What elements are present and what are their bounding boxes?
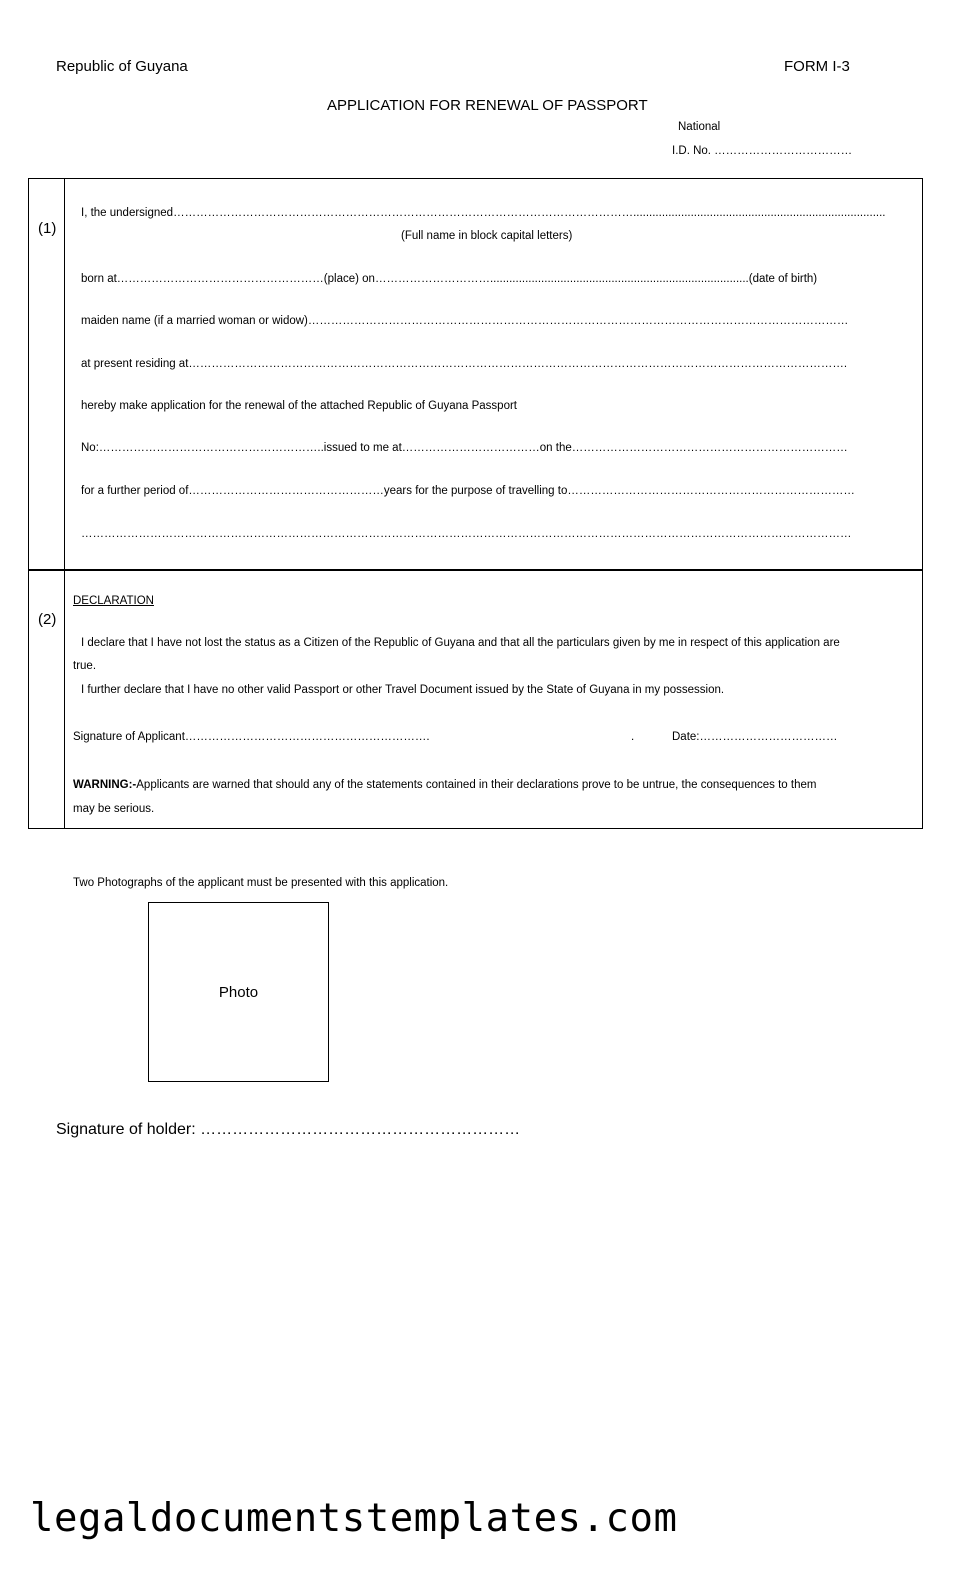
- section-1-number: (1): [38, 220, 57, 237]
- section-2-divider: [64, 570, 65, 828]
- maiden-name-field[interactable]: maiden name (if a married woman or widow)……………………………………………………………………………………………………………………………: [81, 315, 849, 327]
- section-1-divider: [64, 179, 65, 570]
- form-id: FORM I-3: [784, 58, 850, 75]
- period-field[interactable]: for a further period of……………………………………………years for the purpose of travelling to…………………………………………………………………: [81, 485, 855, 497]
- passport-no-field[interactable]: No:…………………………………………………..issued to me at………………………………on the………………………………………………………………: [81, 442, 848, 454]
- section-2-number: (2): [38, 611, 57, 628]
- warning-text: WARNING:-Applicants are warned that should any of the statements contained in their declarations prove to be untrue, the consequences to them: [73, 779, 817, 791]
- undersigned-field[interactable]: I, the undersigned…………………………………………………………………………………………………………...............................................................................: [81, 207, 886, 219]
- photo-box[interactable]: [148, 902, 329, 1082]
- date-field[interactable]: Date:………………………………: [672, 731, 838, 743]
- full-name-note: (Full name in block capital letters): [401, 230, 573, 242]
- born-field[interactable]: born at………………………………………………(place) on………………………….................................................................................(date of birth): [81, 273, 818, 285]
- country-name: Republic of Guyana: [56, 58, 188, 75]
- declaration-line-1-end: true.: [73, 660, 97, 672]
- applicant-signature-field[interactable]: Signature of Applicant……………………………………………………….: [73, 731, 430, 743]
- separator-dot: .: [631, 731, 635, 743]
- warning-text-end: may be serious.: [73, 803, 155, 815]
- national-label: National: [678, 121, 721, 133]
- holder-signature-field[interactable]: Signature of holder: ……………………………………………………: [56, 1121, 521, 1138]
- page-title: APPLICATION FOR RENEWAL OF PASSPORT: [327, 97, 648, 114]
- declaration-line-1: I declare that I have not lost the status as a Citizen of the Republic of Guyana and that all the particulars given by me in respect of this application are: [81, 637, 840, 649]
- residence-field[interactable]: at present residing at……………………………………………………………………………………………………………………………………………………….: [81, 358, 848, 370]
- declaration-heading: DECLARATION: [73, 595, 154, 607]
- photo-instruction: Two Photographs of the applicant must be presented with this application.: [73, 877, 449, 889]
- declaration-line-2: I further declare that I have no other valid Passport or other Travel Document issued by the State of Guyana in my possession.: [81, 684, 725, 696]
- id-no-field[interactable]: I.D. No. ………………………………: [672, 145, 853, 157]
- continuation-field[interactable]: …………………………………………………………………………………………………………………………………………………………………………………: [81, 528, 852, 540]
- photo-label: Photo: [218, 983, 259, 1001]
- watermark: legaldocumentstemplates.com: [30, 1496, 678, 1541]
- application-statement: hereby make application for the renewal of the attached Republic of Guyana Passport: [81, 400, 517, 412]
